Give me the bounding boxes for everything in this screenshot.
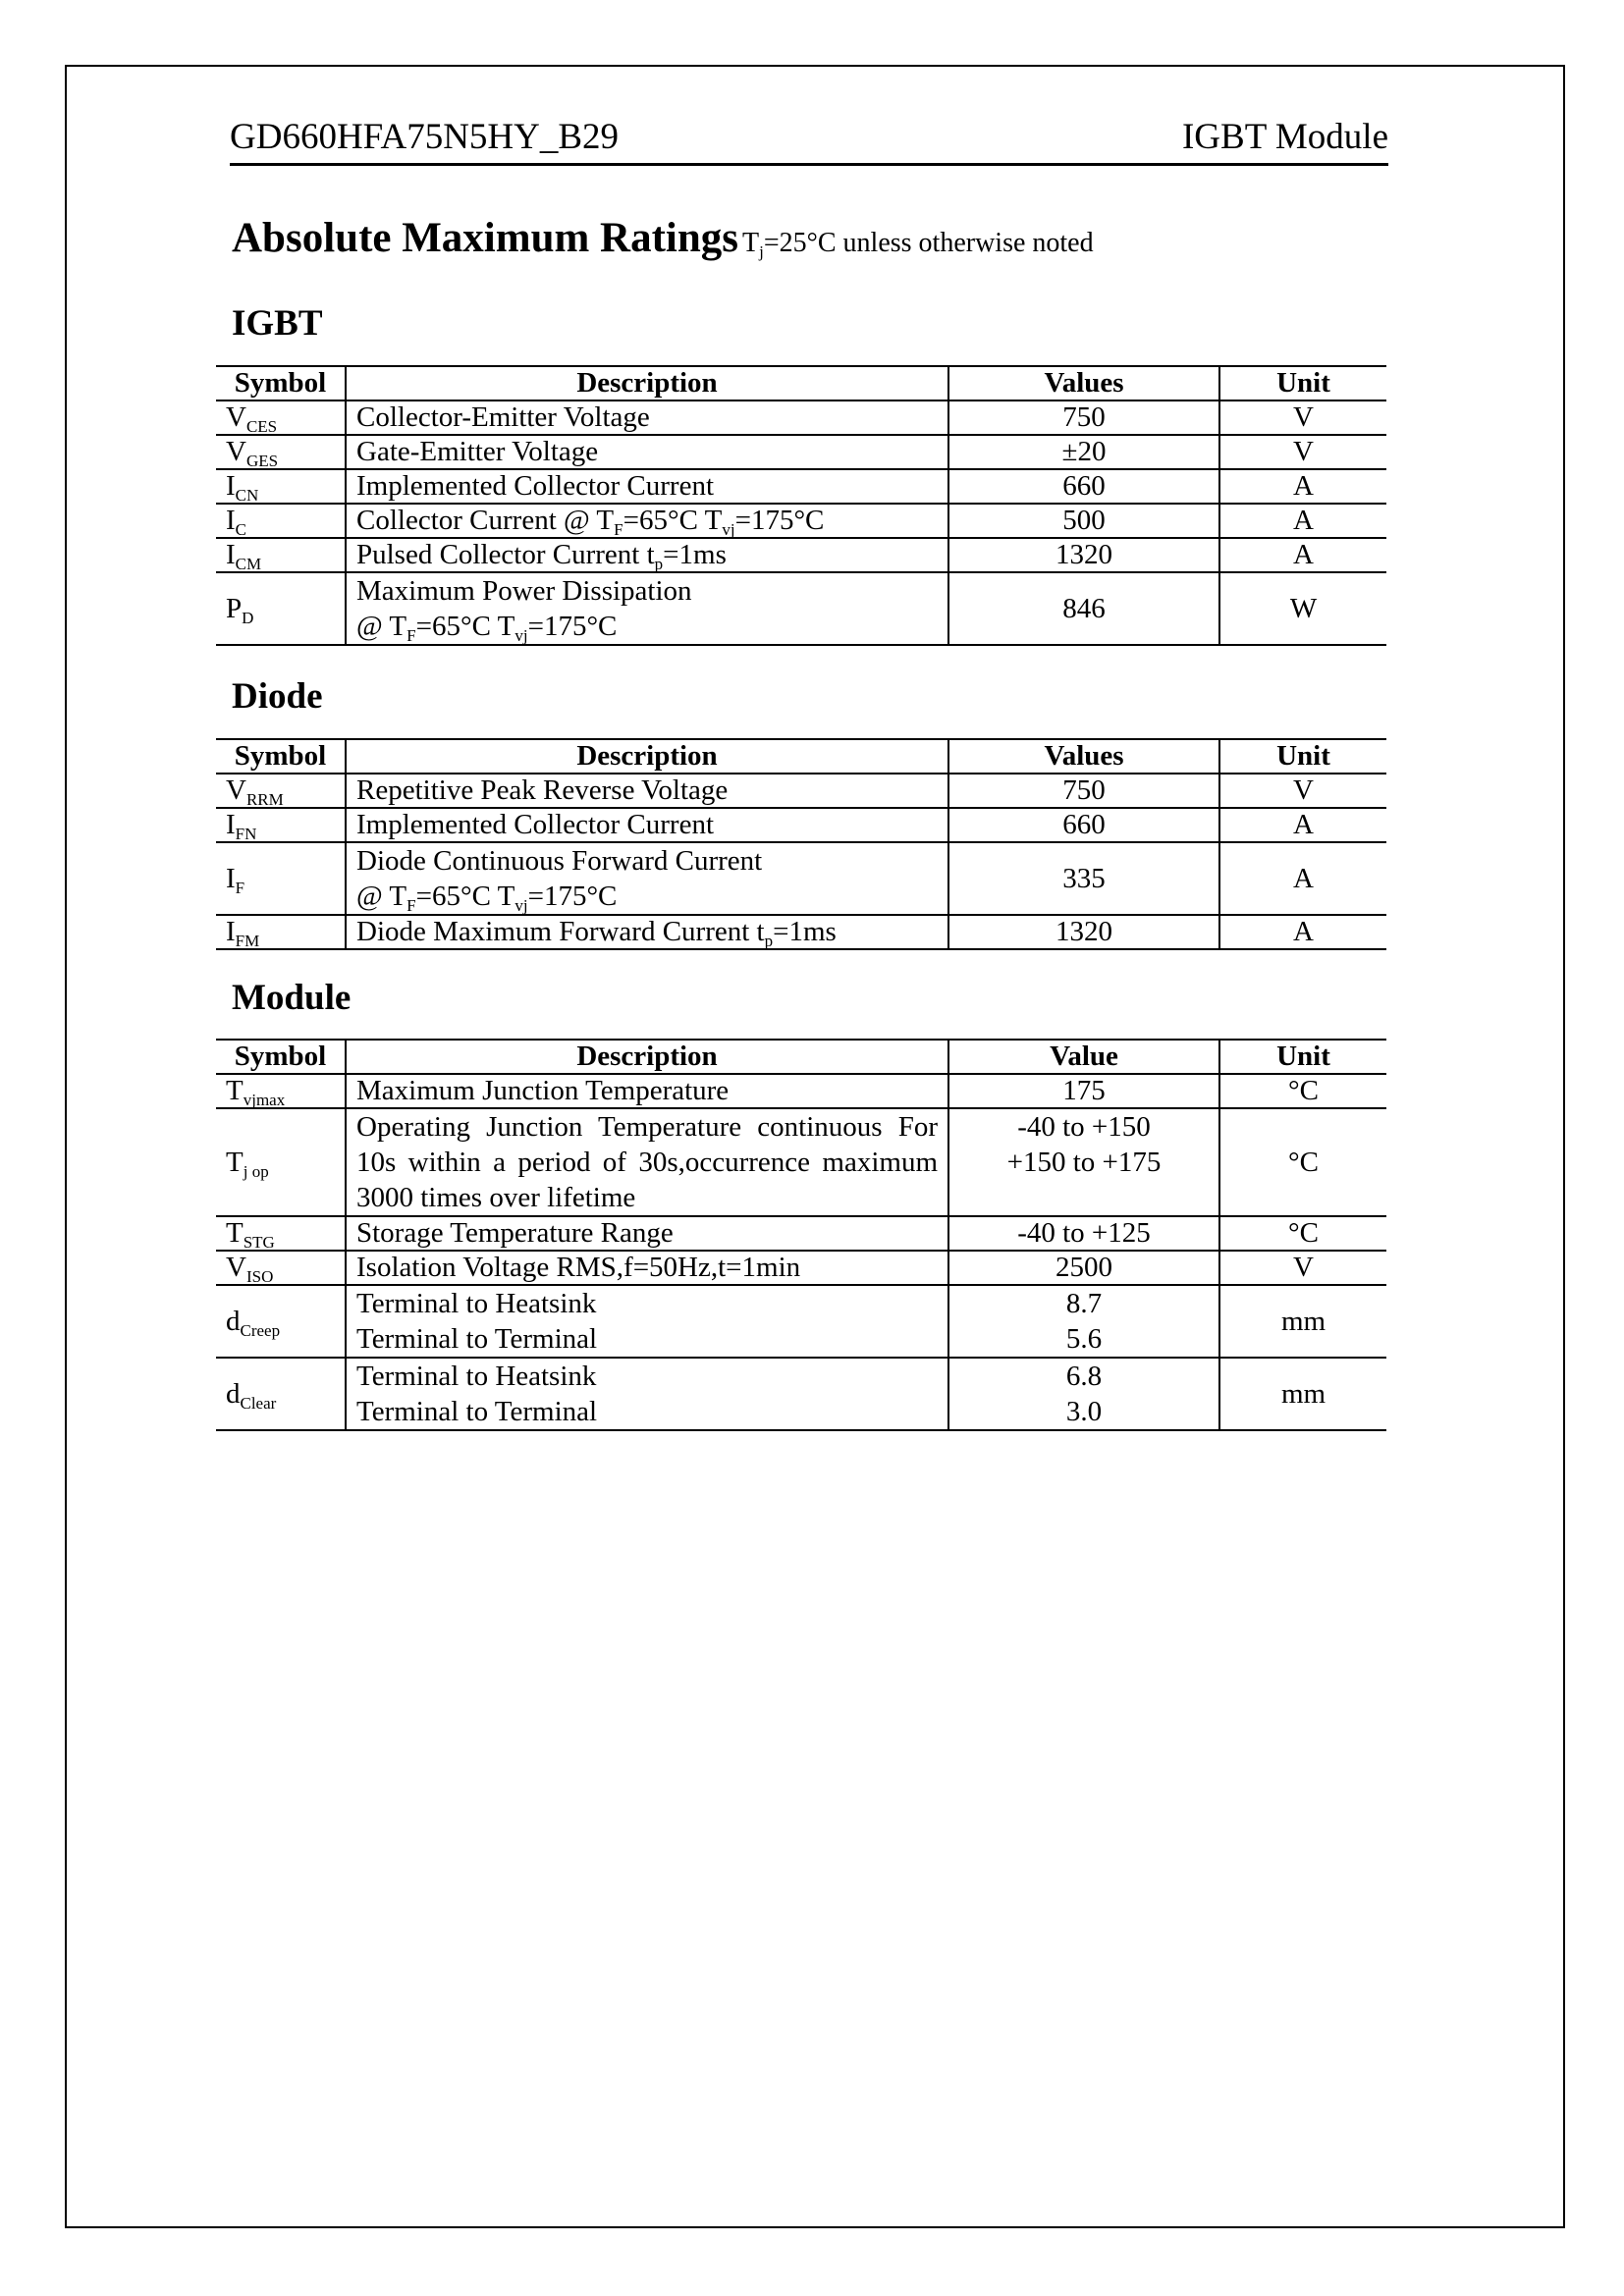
symbol-subscript: GES <box>245 452 279 470</box>
table-row <box>216 1251 1386 1285</box>
value-line: 3.0 <box>1065 1396 1103 1427</box>
symbol-text: T <box>226 1217 244 1249</box>
symbol-subscript: ISO <box>245 1267 274 1286</box>
description-cell <box>346 572 948 645</box>
cond-subscript: j <box>759 242 764 261</box>
header-description: Description <box>346 1040 948 1074</box>
symbol-text: P <box>226 592 243 624</box>
symbol-cell <box>216 504 346 538</box>
table-row <box>216 400 1386 435</box>
unit-cell: A <box>1219 469 1386 504</box>
symbol-text: d <box>226 1305 241 1337</box>
module-table <box>216 1039 1386 1431</box>
section-heading-module: Module <box>232 978 352 1018</box>
title-main: Absolute Maximum Ratings <box>232 215 739 261</box>
unit-cell: V <box>1219 774 1386 808</box>
value-cell <box>948 1108 1219 1216</box>
symbol-cell <box>216 915 346 949</box>
table-row <box>216 842 1386 915</box>
symbol-subscript: Creep <box>240 1320 281 1340</box>
description-cell: Collector-Emitter Voltage <box>346 400 948 435</box>
desc-text: =175°C <box>527 881 618 912</box>
desc-subscript: p <box>654 555 664 573</box>
unit-cell: mm <box>1219 1285 1386 1358</box>
symbol-subscript: FN <box>235 825 257 843</box>
symbol-text: V <box>226 401 246 433</box>
symbol-text: I <box>226 539 236 570</box>
description-cell: Implemented Collector Current <box>346 469 948 504</box>
symbol-cell <box>216 1074 346 1108</box>
table-row <box>216 1074 1386 1108</box>
unit-cell: A <box>1219 842 1386 915</box>
table-row <box>216 504 1386 538</box>
header-unit: Unit <box>1219 366 1386 400</box>
table-row <box>216 1108 1386 1216</box>
page-title <box>232 214 1094 262</box>
value-cell: ±20 <box>948 435 1219 469</box>
symbol-text: I <box>226 505 236 536</box>
desc-subscript: vj <box>722 520 735 539</box>
description-cell: Gate-Emitter Voltage <box>346 435 948 469</box>
description-cell: Repetitive Peak Reverse Voltage <box>346 774 948 808</box>
symbol-text: I <box>226 862 236 894</box>
desc-subscript: F <box>406 626 416 645</box>
header-symbol: Symbol <box>216 1040 346 1074</box>
desc-line: Terminal to Terminal <box>356 1396 598 1427</box>
symbol-subscript: FM <box>235 932 260 950</box>
symbol-cell <box>216 400 346 435</box>
page-header <box>230 116 1388 166</box>
symbol-subscript: CM <box>235 555 262 573</box>
description-cell: Maximum Junction Temperature <box>346 1074 948 1108</box>
desc-line: Terminal to Heatsink <box>356 1361 597 1392</box>
symbol-subscript: CN <box>235 486 259 505</box>
desc-text: Collector Current @ T <box>356 505 615 536</box>
symbol-cell <box>216 842 346 915</box>
desc-text: =1ms <box>663 539 727 570</box>
symbol-cell <box>216 1216 346 1251</box>
cond-text: =25°C unless otherwise noted <box>763 228 1094 258</box>
table-row <box>216 1285 1386 1358</box>
symbol-cell <box>216 1358 346 1430</box>
desc-text: =65°C T <box>415 611 515 642</box>
value-line: 8.7 <box>1065 1288 1103 1319</box>
desc-text: =1ms <box>773 916 837 947</box>
value-cell <box>948 1358 1219 1430</box>
symbol-subscript: STG <box>243 1233 275 1252</box>
unit-cell: A <box>1219 538 1386 572</box>
table-row <box>216 1216 1386 1251</box>
symbol-text: V <box>226 1252 246 1283</box>
desc-line <box>356 609 938 644</box>
symbol-cell <box>216 572 346 645</box>
desc-text: @ T <box>356 611 407 642</box>
table-row <box>216 1358 1386 1430</box>
value-cell: 175 <box>948 1074 1219 1108</box>
header-description: Description <box>346 739 948 774</box>
value-cell: 335 <box>948 842 1219 915</box>
table-header-row <box>216 739 1386 774</box>
desc-line: Terminal to Heatsink <box>356 1288 597 1319</box>
value-line: +150 to +175 <box>1006 1147 1162 1178</box>
symbol-text: d <box>226 1377 241 1410</box>
header-unit: Unit <box>1219 739 1386 774</box>
description-cell <box>346 915 948 949</box>
table-row <box>216 915 1386 949</box>
igbt-table <box>216 365 1386 646</box>
description-cell <box>346 1358 948 1430</box>
value-line: 6.8 <box>1065 1361 1103 1392</box>
value-cell: 660 <box>948 808 1219 842</box>
title-condition <box>742 228 1094 261</box>
table-row <box>216 469 1386 504</box>
symbol-subscript: j op <box>243 1161 269 1181</box>
symbol-subscript: vjmax <box>243 1091 286 1109</box>
desc-line: Terminal to Terminal <box>356 1323 598 1355</box>
description-cell: Storage Temperature Range <box>346 1216 948 1251</box>
table-row <box>216 774 1386 808</box>
desc-subscript: vj <box>514 626 528 645</box>
desc-line: Maximum Power Dissipation <box>356 575 692 607</box>
unit-cell: mm <box>1219 1358 1386 1430</box>
symbol-cell <box>216 538 346 572</box>
desc-text: Diode Maximum Forward Current t <box>356 916 765 947</box>
unit-cell: W <box>1219 572 1386 645</box>
symbol-text: I <box>226 916 236 947</box>
desc-text: =175°C <box>734 505 825 536</box>
unit-cell: °C <box>1219 1108 1386 1216</box>
header-symbol: Symbol <box>216 366 346 400</box>
table-row <box>216 808 1386 842</box>
symbol-text: T <box>226 1146 244 1178</box>
value-cell: -40 to +125 <box>948 1216 1219 1251</box>
description-cell <box>346 538 948 572</box>
symbol-cell <box>216 1251 346 1285</box>
symbol-subscript: RRM <box>245 790 284 809</box>
symbol-cell <box>216 808 346 842</box>
table-row <box>216 538 1386 572</box>
value-cell: 1320 <box>948 538 1219 572</box>
value-cell: 660 <box>948 469 1219 504</box>
symbol-cell <box>216 469 346 504</box>
value-line: -40 to +150 <box>1017 1111 1151 1143</box>
desc-subscript: F <box>614 520 623 539</box>
header-values: Value <box>948 1040 1219 1074</box>
unit-cell: °C <box>1219 1074 1386 1108</box>
unit-cell: A <box>1219 915 1386 949</box>
description-cell: Implemented Collector Current <box>346 808 948 842</box>
unit-cell: A <box>1219 504 1386 538</box>
desc-line <box>356 879 938 914</box>
desc-subscript: vj <box>514 896 528 915</box>
description-cell: Operating Junction Temperature continuous For 10s within a period of 30s,occurrence maximum 3000 times over lifetime <box>346 1108 948 1216</box>
unit-cell: V <box>1219 400 1386 435</box>
symbol-subscript: CES <box>245 417 278 436</box>
document-type: IGBT Module <box>1181 117 1388 157</box>
symbol-subscript: F <box>235 878 245 897</box>
symbol-cell <box>216 435 346 469</box>
unit-cell: °C <box>1219 1216 1386 1251</box>
value-line: 5.6 <box>1065 1323 1103 1355</box>
value-cell <box>948 1285 1219 1358</box>
desc-text: =65°C T <box>415 881 515 912</box>
desc-subscript: p <box>764 932 774 950</box>
cond-symbol: T <box>742 228 760 258</box>
symbol-cell <box>216 1285 346 1358</box>
table-header-row <box>216 366 1386 400</box>
diode-table <box>216 738 1386 950</box>
unit-cell: V <box>1219 435 1386 469</box>
desc-subscript: F <box>406 896 416 915</box>
header-values: Values <box>948 366 1219 400</box>
table-row <box>216 572 1386 645</box>
section-heading-igbt: IGBT <box>232 303 323 344</box>
description-cell <box>346 1285 948 1358</box>
value-cell: 1320 <box>948 915 1219 949</box>
symbol-text: V <box>226 774 246 806</box>
description-cell <box>346 842 948 915</box>
header-description: Description <box>346 366 948 400</box>
model-number: GD660HFA75N5HY_B29 <box>230 117 620 157</box>
symbol-cell <box>216 1108 346 1216</box>
header-values: Values <box>948 739 1219 774</box>
value-cell: 2500 <box>948 1251 1219 1285</box>
header-unit: Unit <box>1219 1040 1386 1074</box>
unit-cell: A <box>1219 808 1386 842</box>
symbol-text: I <box>226 470 236 502</box>
symbol-text: V <box>226 436 246 467</box>
symbol-subscript: C <box>235 520 247 539</box>
symbol-subscript: D <box>242 608 254 627</box>
desc-line: Diode Continuous Forward Current <box>356 845 763 877</box>
desc-text: @ T <box>356 881 407 912</box>
value-cell: 846 <box>948 572 1219 645</box>
symbol-subscript: Clear <box>240 1393 277 1413</box>
desc-text: Pulsed Collector Current t <box>356 539 655 570</box>
desc-text: =65°C T <box>623 505 723 536</box>
desc-text: =175°C <box>527 611 618 642</box>
section-heading-diode: Diode <box>232 676 323 717</box>
description-cell <box>346 504 948 538</box>
table-header-row <box>216 1040 1386 1074</box>
table-row <box>216 435 1386 469</box>
symbol-cell <box>216 774 346 808</box>
symbol-text: T <box>226 1075 244 1106</box>
symbol-text: I <box>226 809 236 840</box>
value-cell: 750 <box>948 774 1219 808</box>
description-cell: Isolation Voltage RMS,f=50Hz,t=1min <box>346 1251 948 1285</box>
unit-cell: V <box>1219 1251 1386 1285</box>
value-cell: 750 <box>948 400 1219 435</box>
value-cell: 500 <box>948 504 1219 538</box>
header-symbol: Symbol <box>216 739 346 774</box>
